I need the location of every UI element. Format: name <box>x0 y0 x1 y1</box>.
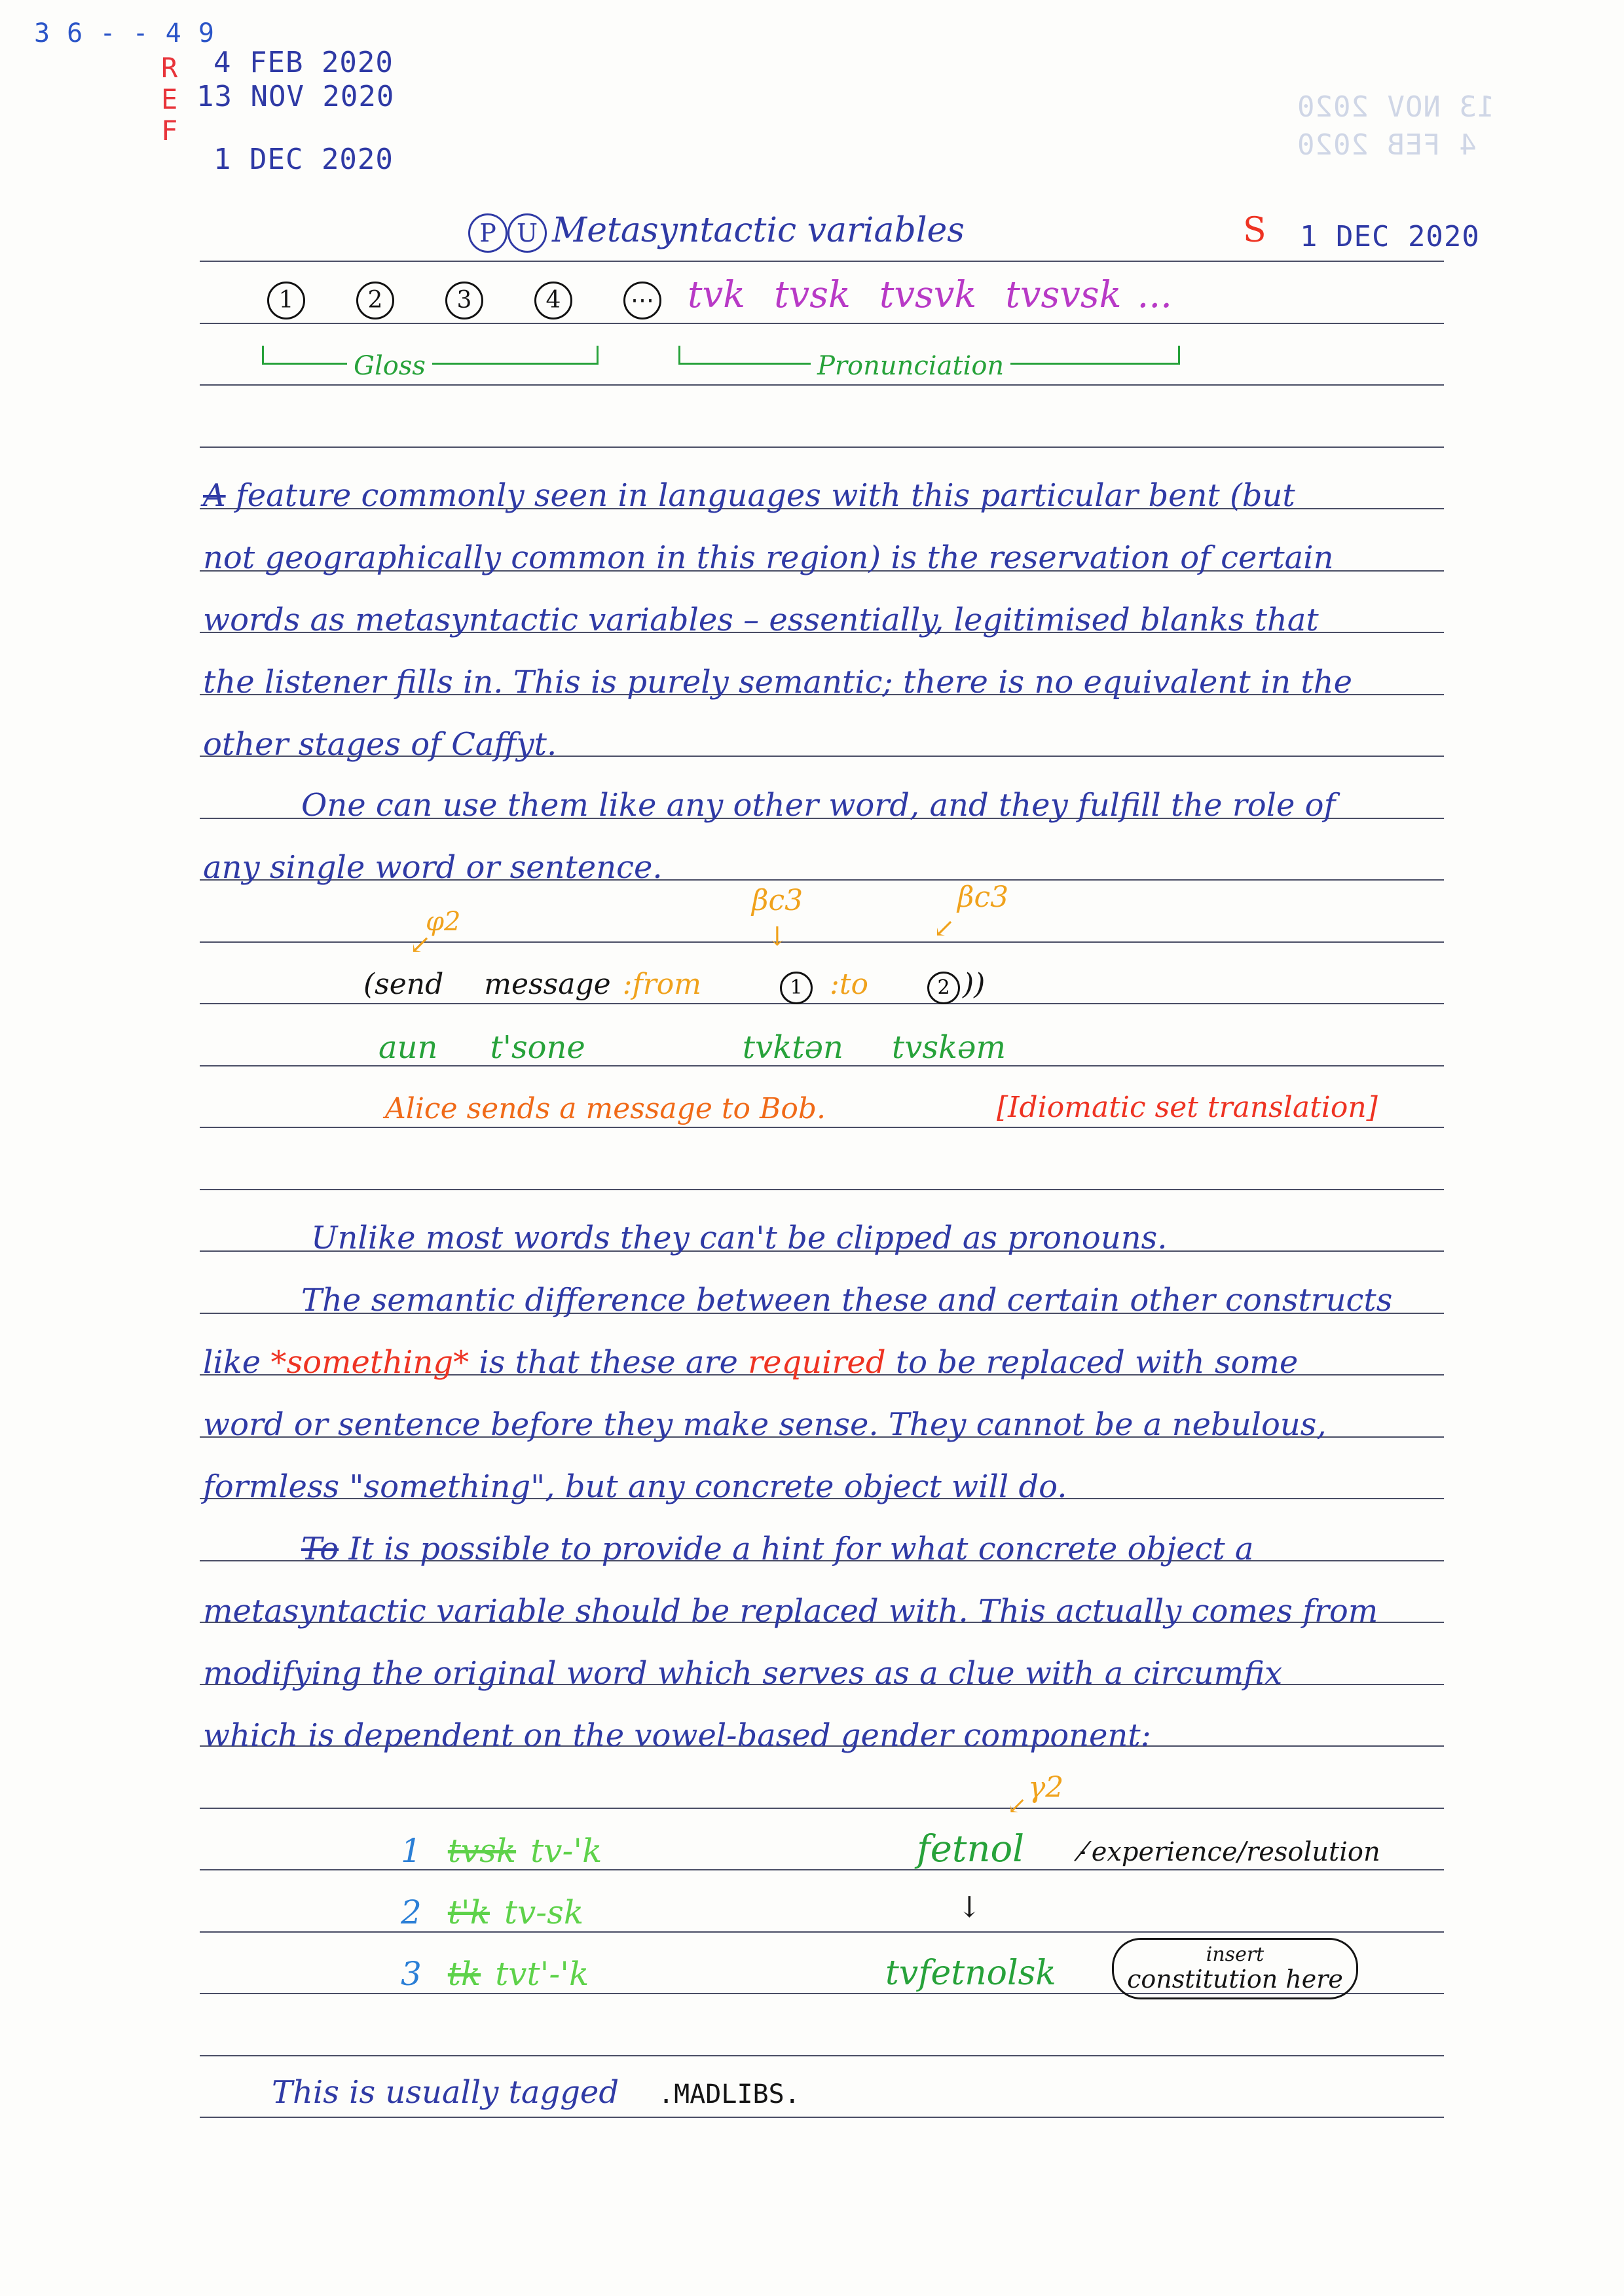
example-native-line <box>378 1029 1006 1066</box>
gloss-arg-1: 1 <box>780 972 813 1004</box>
ruled-line <box>200 1869 1444 1870</box>
ruled-line <box>200 2117 1444 2118</box>
open-paren: ( <box>363 968 375 1001</box>
paragraph-line <box>203 1332 1441 1394</box>
annotation-bc3-1: βc3 <box>752 884 803 917</box>
pronunciation-row <box>688 274 1172 316</box>
highlight-something: *something* <box>270 1344 470 1381</box>
gloss-text: experience/resolution <box>1091 1837 1380 1867</box>
annotation-gamma2: γ2 <box>1028 1771 1064 1804</box>
bubble-line-1: insert <box>1206 1943 1264 1966</box>
paragraph-3 <box>203 1207 1441 1767</box>
circumfix-form: tv-'k <box>530 1832 602 1870</box>
annotation-phi2: φ2 <box>426 907 461 937</box>
serial-number: 3 6 - - 4 9 <box>34 18 215 48</box>
line-text: is that these are <box>479 1344 738 1381</box>
paragraph-line: which is dependent on the vowel-based gender component: <box>203 1717 1151 1754</box>
gloss-number-3: 3 <box>445 282 483 319</box>
paragraph-line: One can use them like any other word, and they fulfill the role of <box>301 787 1336 824</box>
annotation-bc3-2: βc3 <box>957 881 1009 914</box>
close-paren: )) <box>963 968 986 1001</box>
ruled-line <box>200 261 1444 262</box>
paragraph-line: any single word or sentence. <box>203 849 663 886</box>
row-number: 1 <box>401 1832 422 1870</box>
gloss-number-4: 4 <box>534 282 572 319</box>
paragraph-line: the listener fills in. This is purely semantic; there is no equivalent in the <box>203 664 1352 701</box>
p-badge: P <box>468 213 507 253</box>
struck-form: t'k <box>447 1893 490 1931</box>
paragraph-1 <box>203 465 1441 776</box>
native-word-3: tvktən <box>742 1029 843 1066</box>
paragraph-line: other stages of Caffyt. <box>203 726 557 763</box>
down-arrow-icon: ↓ <box>957 1891 982 1924</box>
gloss-from: :from <box>622 968 702 1001</box>
native-word-1: aun <box>378 1029 438 1066</box>
row-number: 2 <box>401 1893 422 1931</box>
row-number: 3 <box>401 1955 422 1993</box>
example-translation-note: [Idiomatic set translation] <box>997 1091 1378 1124</box>
pronunciation-2: tvsk <box>774 274 851 316</box>
struck-mark: ⁄ <box>1080 1837 1085 1867</box>
paragraph-line <box>203 1518 1441 1580</box>
ruled-line <box>200 384 1444 386</box>
paragraph-line: modifying the original word which serves as a clue with a circumfix <box>203 1655 1283 1692</box>
example-word-fetnol: fetnol <box>917 1828 1025 1870</box>
circumfix-form: tvt'-'k <box>495 1955 589 1993</box>
ruled-line <box>200 446 1444 448</box>
paragraph-2 <box>203 774 1441 899</box>
native-word-4: tvskəm <box>891 1029 1006 1066</box>
example-word-tvfetnolsk: tvfetnolsk <box>885 1954 1056 1993</box>
annotation-arrow-icon: ↙ <box>1007 1793 1027 1819</box>
insert-bubble <box>1112 1938 1358 1999</box>
annotation-arrow-icon: ↙ <box>933 913 955 943</box>
paragraph-line: word or sentence before they make sense. They cannot be a nebulous, <box>203 1406 1327 1443</box>
ref-letter-f: F <box>161 115 178 147</box>
paragraph-line: not geographically common in this region) is the reservation of certain <box>203 539 1334 576</box>
gloss-number-more: ⋯ <box>623 282 661 319</box>
paragraph-line: metasyntactic variable should be replaced with. This actually comes from <box>203 1593 1378 1630</box>
pronunciation-label: Pronunciation <box>811 351 1010 381</box>
footer-tag: .MADLIBS. <box>658 2079 800 2109</box>
pronunciation-4: tvsvsk <box>1005 274 1122 316</box>
ghost-stamp-1: 13 NOV 2020 <box>1297 90 1495 124</box>
native-word-2: t'sone <box>490 1029 585 1066</box>
title-row <box>468 211 965 253</box>
example-gloss-line <box>363 968 985 1004</box>
ruled-line <box>200 323 1444 324</box>
u-badge: U <box>507 213 547 253</box>
gloss-to: :to <box>830 968 869 1001</box>
line-text: feature commonly seen in languages with this particular bent (but <box>235 477 1295 514</box>
line-text: to be replaced with some <box>895 1344 1299 1381</box>
ruled-line <box>200 1808 1444 1809</box>
ghost-stamp-2: 4 FEB 2020 <box>1297 128 1477 162</box>
paragraph-line: formless "something", but any concrete object will do. <box>203 1468 1067 1505</box>
paragraph-line <box>203 465 1441 527</box>
paragraph-line: words as metasyntactic variables – essentially, legitimised blanks that <box>203 602 1319 638</box>
gloss-message: message <box>484 968 611 1001</box>
footer-line <box>272 2074 800 2111</box>
struck-form: tvsk <box>447 1832 517 1870</box>
ref-label <box>161 52 177 147</box>
footer-text: This is usually tagged <box>272 2074 619 2111</box>
pronunciation-3: tvsvk <box>879 274 977 316</box>
gloss-experience <box>1080 1837 1380 1867</box>
highlight-required: required <box>748 1344 886 1381</box>
annotation-arrow-icon: ↙ <box>409 930 432 960</box>
gloss-numbers <box>267 282 712 319</box>
gloss-arg-2: 2 <box>927 972 960 1004</box>
annotation-arrow-icon: ↓ <box>766 922 788 952</box>
ruled-line <box>200 1189 1444 1190</box>
ruled-line <box>200 2055 1444 2056</box>
paragraph-line: Unlike most words they can't be clipped as pronouns. <box>311 1220 1168 1256</box>
gloss-number-1: 1 <box>267 282 305 319</box>
line-text: It is possible to provide a hint for what concrete object a <box>348 1531 1254 1567</box>
s-marker: S <box>1243 211 1266 250</box>
pronunciation-more: ... <box>1137 274 1172 316</box>
ruled-line <box>200 1127 1444 1128</box>
title-date-stamp: 1 DEC 2020 <box>1300 220 1480 253</box>
circumfix-row-1 <box>401 1832 602 1870</box>
struck-form: tk <box>447 1955 481 1993</box>
ruled-line <box>200 941 1444 943</box>
circumfix-row-2 <box>401 1893 583 1931</box>
page-title: Metasyntactic variables <box>552 211 965 250</box>
circumfix-row-3 <box>401 1955 589 1993</box>
line-text: like <box>203 1344 261 1381</box>
date-stamp-2: 13 NOV 2020 <box>196 80 395 113</box>
example-translation: Alice sends a message to Bob. <box>385 1092 826 1125</box>
circumfix-form: tv-sk <box>504 1893 584 1931</box>
date-stamp-3: 1 DEC 2020 <box>213 143 394 176</box>
struck-word: To <box>301 1531 339 1567</box>
ref-letter-e: E <box>161 83 178 115</box>
gloss-number-2: 2 <box>356 282 394 319</box>
gloss-label: Gloss <box>347 351 432 381</box>
date-stamp-1: 4 FEB 2020 <box>213 46 394 79</box>
ruled-line <box>200 1931 1444 1933</box>
struck-word: A <box>203 477 226 514</box>
pronunciation-1: tvk <box>688 274 746 316</box>
paragraph-line: The semantic difference between these and certain other constructs <box>301 1282 1393 1319</box>
gloss-send: send <box>375 968 444 1001</box>
bubble-line-2: constitution here <box>1127 1965 1343 1994</box>
ref-letter-r: R <box>161 52 178 84</box>
